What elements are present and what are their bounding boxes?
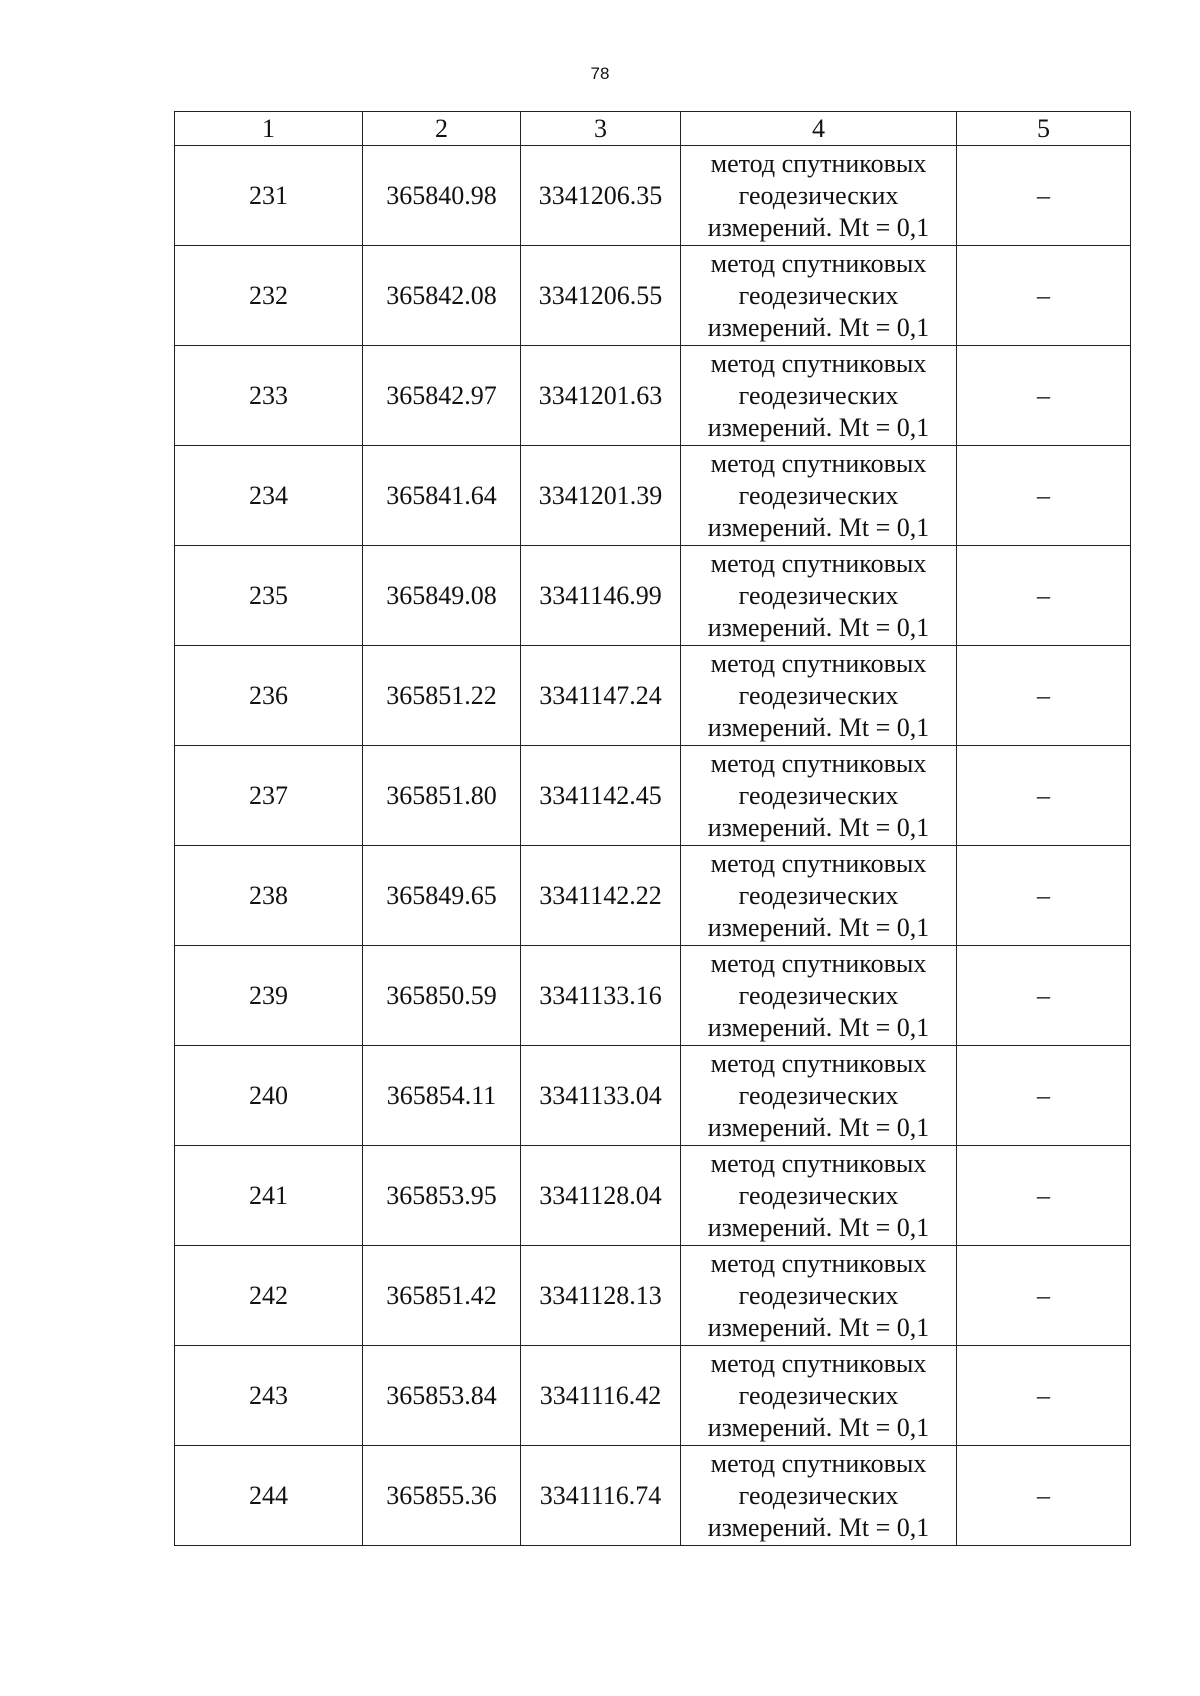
- y-coordinate-cell: 3341201.63: [521, 346, 681, 446]
- y-coordinate-cell: 3341142.45: [521, 746, 681, 846]
- x-coordinate-cell: 365854.11: [363, 1046, 521, 1146]
- point-number-cell: 242: [175, 1246, 363, 1346]
- method-line: метод спутниковых: [710, 248, 927, 278]
- point-number-cell: 232: [175, 246, 363, 346]
- point-number-cell: 237: [175, 746, 363, 846]
- method-line: метод спутниковых: [710, 148, 927, 178]
- note-cell: –: [957, 846, 1131, 946]
- x-coordinate-cell: 365851.42: [363, 1246, 521, 1346]
- method-cell: [681, 346, 957, 446]
- method-line: измерений. Mt = 0,1: [707, 812, 930, 842]
- y-coordinate-cell: 3341201.39: [521, 446, 681, 546]
- point-number-cell: 233: [175, 346, 363, 446]
- table-row: [175, 1246, 1131, 1346]
- method-line: измерений. Mt = 0,1: [707, 512, 930, 542]
- table-row: [175, 146, 1131, 246]
- y-coordinate-cell: 3341133.04: [521, 1046, 681, 1146]
- method-line: измерений. Mt = 0,1: [707, 312, 930, 342]
- note-cell: –: [957, 1246, 1131, 1346]
- table-body: [175, 112, 1131, 1546]
- point-number-cell: 234: [175, 446, 363, 546]
- method-cell: [681, 646, 957, 746]
- point-number-cell: 241: [175, 1146, 363, 1246]
- x-coordinate-cell: 365849.65: [363, 846, 521, 946]
- y-coordinate-cell: 3341142.22: [521, 846, 681, 946]
- y-coordinate-cell: 3341128.13: [521, 1246, 681, 1346]
- table-row: [175, 446, 1131, 546]
- table-row: [175, 846, 1131, 946]
- method-line: измерений. Mt = 0,1: [707, 412, 930, 442]
- method-line: геодезических: [738, 580, 899, 610]
- method-line: геодезических: [738, 180, 899, 210]
- point-number-cell: 235: [175, 546, 363, 646]
- x-coordinate-cell: 365855.36: [363, 1446, 521, 1546]
- method-line: геодезических: [738, 380, 899, 410]
- y-coordinate-cell: 3341133.16: [521, 946, 681, 1046]
- method-line: геодезических: [738, 980, 899, 1010]
- note-cell: –: [957, 1146, 1131, 1246]
- point-number-cell: 231: [175, 146, 363, 246]
- table-row: [175, 346, 1131, 446]
- note-cell: –: [957, 1346, 1131, 1446]
- method-cell: [681, 946, 957, 1046]
- method-line: измерений. Mt = 0,1: [707, 712, 930, 742]
- x-coordinate-cell: 365851.80: [363, 746, 521, 846]
- method-line: метод спутниковых: [710, 1148, 927, 1178]
- point-number-cell: 240: [175, 1046, 363, 1146]
- page-number: 78: [590, 64, 610, 83]
- table-row: [175, 646, 1131, 746]
- method-cell: [681, 1446, 957, 1546]
- method-cell: [681, 146, 957, 246]
- table-row: [175, 1046, 1131, 1146]
- note-cell: –: [957, 446, 1131, 546]
- method-line: геодезических: [738, 1280, 899, 1310]
- table-row: [175, 546, 1131, 646]
- method-cell: [681, 1046, 957, 1146]
- method-line: метод спутниковых: [710, 1348, 927, 1378]
- method-line: метод спутниковых: [710, 548, 927, 578]
- method-line: измерений. Mt = 0,1: [707, 612, 930, 642]
- point-number-cell: 239: [175, 946, 363, 1046]
- method-cell: [681, 1246, 957, 1346]
- table-row: [175, 246, 1131, 346]
- table-row: [175, 746, 1131, 846]
- method-line: метод спутниковых: [710, 948, 927, 978]
- note-cell: –: [957, 146, 1131, 246]
- method-cell: [681, 746, 957, 846]
- y-coordinate-cell: 3341116.74: [521, 1446, 681, 1546]
- table-row: [175, 1446, 1131, 1546]
- method-line: геодезических: [738, 1080, 899, 1110]
- header-cell: 5: [957, 112, 1131, 146]
- method-line: метод спутниковых: [710, 348, 927, 378]
- method-cell: [681, 1146, 957, 1246]
- method-line: метод спутниковых: [710, 1048, 927, 1078]
- method-cell: [681, 446, 957, 546]
- header-cell: 4: [681, 112, 957, 146]
- x-coordinate-cell: 365840.98: [363, 146, 521, 246]
- note-cell: –: [957, 1046, 1131, 1146]
- method-line: измерений. Mt = 0,1: [707, 212, 930, 242]
- note-cell: –: [957, 1446, 1131, 1546]
- table-row: [175, 1346, 1131, 1446]
- method-line: метод спутниковых: [710, 648, 927, 678]
- method-cell: [681, 546, 957, 646]
- x-coordinate-cell: 365842.97: [363, 346, 521, 446]
- y-coordinate-cell: 3341116.42: [521, 1346, 681, 1446]
- header-cell: 3: [521, 112, 681, 146]
- table-row: [175, 946, 1131, 1046]
- point-number-cell: 244: [175, 1446, 363, 1546]
- y-coordinate-cell: 3341146.99: [521, 546, 681, 646]
- y-coordinate-cell: 3341206.55: [521, 246, 681, 346]
- x-coordinate-cell: 365842.08: [363, 246, 521, 346]
- y-coordinate-cell: 3341147.24: [521, 646, 681, 746]
- method-line: метод спутниковых: [710, 848, 927, 878]
- method-line: метод спутниковых: [710, 748, 927, 778]
- x-coordinate-cell: 365853.84: [363, 1346, 521, 1446]
- method-line: метод спутниковых: [710, 1248, 927, 1278]
- note-cell: –: [957, 746, 1131, 846]
- method-line: измерений. Mt = 0,1: [707, 1212, 930, 1242]
- method-line: измерений. Mt = 0,1: [707, 1412, 930, 1442]
- method-line: измерений. Mt = 0,1: [707, 912, 930, 942]
- method-line: измерений. Mt = 0,1: [707, 1512, 930, 1542]
- point-number-cell: 236: [175, 646, 363, 746]
- point-number-cell: 238: [175, 846, 363, 946]
- method-line: метод спутниковых: [710, 448, 927, 478]
- note-cell: –: [957, 646, 1131, 746]
- note-cell: –: [957, 346, 1131, 446]
- table-row: [175, 1146, 1131, 1246]
- method-line: геодезических: [738, 1180, 899, 1210]
- method-line: измерений. Mt = 0,1: [707, 1112, 930, 1142]
- method-line: геодезических: [738, 780, 899, 810]
- method-line: метод спутниковых: [710, 1448, 927, 1478]
- x-coordinate-cell: 365853.95: [363, 1146, 521, 1246]
- note-cell: –: [957, 546, 1131, 646]
- method-cell: [681, 846, 957, 946]
- y-coordinate-cell: 3341206.35: [521, 146, 681, 246]
- header-cell: 1: [175, 112, 363, 146]
- method-line: геодезических: [738, 680, 899, 710]
- table-header-row: [175, 112, 1131, 146]
- method-line: геодезических: [738, 1480, 899, 1510]
- method-line: геодезических: [738, 480, 899, 510]
- method-line: измерений. Mt = 0,1: [707, 1012, 930, 1042]
- x-coordinate-cell: 365851.22: [363, 646, 521, 746]
- x-coordinate-cell: 365841.64: [363, 446, 521, 546]
- method-cell: [681, 246, 957, 346]
- header-cell: 2: [363, 112, 521, 146]
- x-coordinate-cell: 365850.59: [363, 946, 521, 1046]
- method-line: геодезических: [738, 1380, 899, 1410]
- method-line: геодезических: [738, 280, 899, 310]
- x-coordinate-cell: 365849.08: [363, 546, 521, 646]
- method-cell: [681, 1346, 957, 1446]
- coordinates-table: [174, 111, 1131, 1546]
- point-number-cell: 243: [175, 1346, 363, 1446]
- note-cell: –: [957, 246, 1131, 346]
- note-cell: –: [957, 946, 1131, 1046]
- method-line: геодезических: [738, 880, 899, 910]
- method-line: измерений. Mt = 0,1: [707, 1312, 930, 1342]
- y-coordinate-cell: 3341128.04: [521, 1146, 681, 1246]
